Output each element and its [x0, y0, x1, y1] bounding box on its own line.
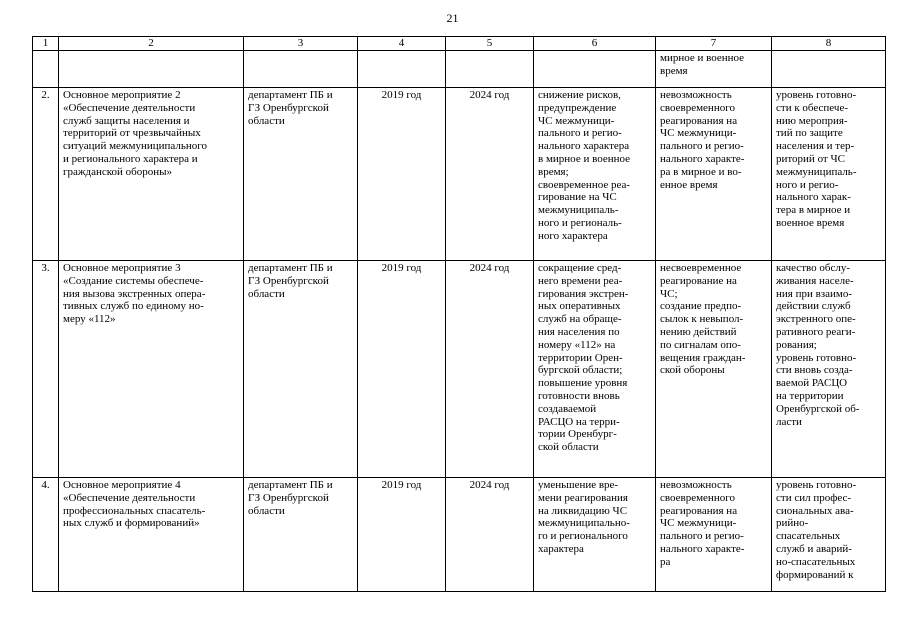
- table-cell: [446, 51, 534, 88]
- consequences-cell: мирное и военное время: [656, 51, 772, 88]
- end-cell: 2024 год: [446, 88, 534, 261]
- row-number: 3.: [33, 261, 59, 478]
- table-cell: [59, 51, 244, 88]
- start-cell: 2019 год: [358, 478, 446, 592]
- indicator-cell: уровень готовно- сти к обеспече- нию мероприя- тий по защите населения и тер- риторий от ЧС межмуниципаль- ного и регио- нального харак- тера в мирное и военное время: [772, 88, 886, 261]
- event-cell: Основное мероприятие 2 «Обеспечение деятельности служб защиты населения и территорий от чрезвычайных ситуаций межмуниципального и регионального характера и гражданской обороны»: [59, 88, 244, 261]
- continuation-row: [33, 51, 886, 88]
- consequences-cell: несвоевременное реагирование на ЧС; создание предпо- сылок к невыпол- нению действий по сигналам опо- вещения граждан- ской обороны: [656, 261, 772, 478]
- consequences-cell: невозможность своевременного реагирования на ЧС межмуници- пального и регио- нального характе- ра в мирное и во- енное время: [656, 88, 772, 261]
- result-cell: сокращение сред- него времени реа- гирования экстрен- ных оперативных служб на обраще- ния населения по номеру «112» на территории Орен- бургской области; повышение уровня готовности вновь создаваемой РАСЦО на терри- тории Оренбург- ской области: [534, 261, 656, 478]
- column-number-row: [33, 37, 886, 51]
- column-header: 4: [358, 37, 446, 51]
- consequences-cell: невозможность своевременного реагирования на ЧС межмуници- пального и регио- нального характе- ра: [656, 478, 772, 592]
- start-cell: 2019 год: [358, 261, 446, 478]
- column-header: 8: [772, 37, 886, 51]
- result-cell: снижение рисков, предупреждение ЧС межмуници- пального и регио- нального характера в мирное и военное время; своевременное реа- гирование на ЧС межмуниципаль- ного и региональ- ного характера: [534, 88, 656, 261]
- column-header: 3: [244, 37, 358, 51]
- end-cell: 2024 год: [446, 261, 534, 478]
- end-cell: 2024 год: [446, 478, 534, 592]
- table-cell: [244, 51, 358, 88]
- table-cell: [534, 51, 656, 88]
- executor-cell: департамент ПБ и ГЗ Оренбургской области: [244, 261, 358, 478]
- indicator-cell: уровень готовно- сти сил профес- сиональных ава- рийно- спасательных служб и аварий- но-спасательных формирований к: [772, 478, 886, 592]
- table-cell: [358, 51, 446, 88]
- table-cell: [772, 51, 886, 88]
- row-number: 2.: [33, 88, 59, 261]
- table-row: [33, 88, 886, 261]
- column-header: 6: [534, 37, 656, 51]
- executor-cell: департамент ПБ и ГЗ Оренбургской области: [244, 88, 358, 261]
- column-header: 5: [446, 37, 534, 51]
- indicator-cell: качество обслу- живания населе- ния при взаимо- действии служб экстренного опе- ративного реаги- рования; уровень готовно- сти вновь созда- ваемой РАСЦО на территории Оренбургской об- ласти: [772, 261, 886, 478]
- start-cell: 2019 год: [358, 88, 446, 261]
- column-header: 2: [59, 37, 244, 51]
- event-cell: Основное мероприятие 4 «Обеспечение деятельности профессиональных спасатель- ных служб и формирований»: [59, 478, 244, 592]
- row-number: 4.: [33, 478, 59, 592]
- column-header: 1: [33, 37, 59, 51]
- result-cell: уменьшение вре- мени реагирования на ликвидацию ЧС межмуниципально- го и регионального характера: [534, 478, 656, 592]
- executor-cell: департамент ПБ и ГЗ Оренбургской области: [244, 478, 358, 592]
- events-table: [32, 36, 886, 592]
- page-number: 21: [446, 11, 459, 25]
- column-header: 7: [656, 37, 772, 51]
- table-cell: [33, 51, 59, 88]
- table-row: [33, 478, 886, 592]
- table-row: [33, 261, 886, 478]
- event-cell: Основное мероприятие 3 «Создание системы обеспече- ния вызова экстренных опера- тивных служб по единому но- меру «112»: [59, 261, 244, 478]
